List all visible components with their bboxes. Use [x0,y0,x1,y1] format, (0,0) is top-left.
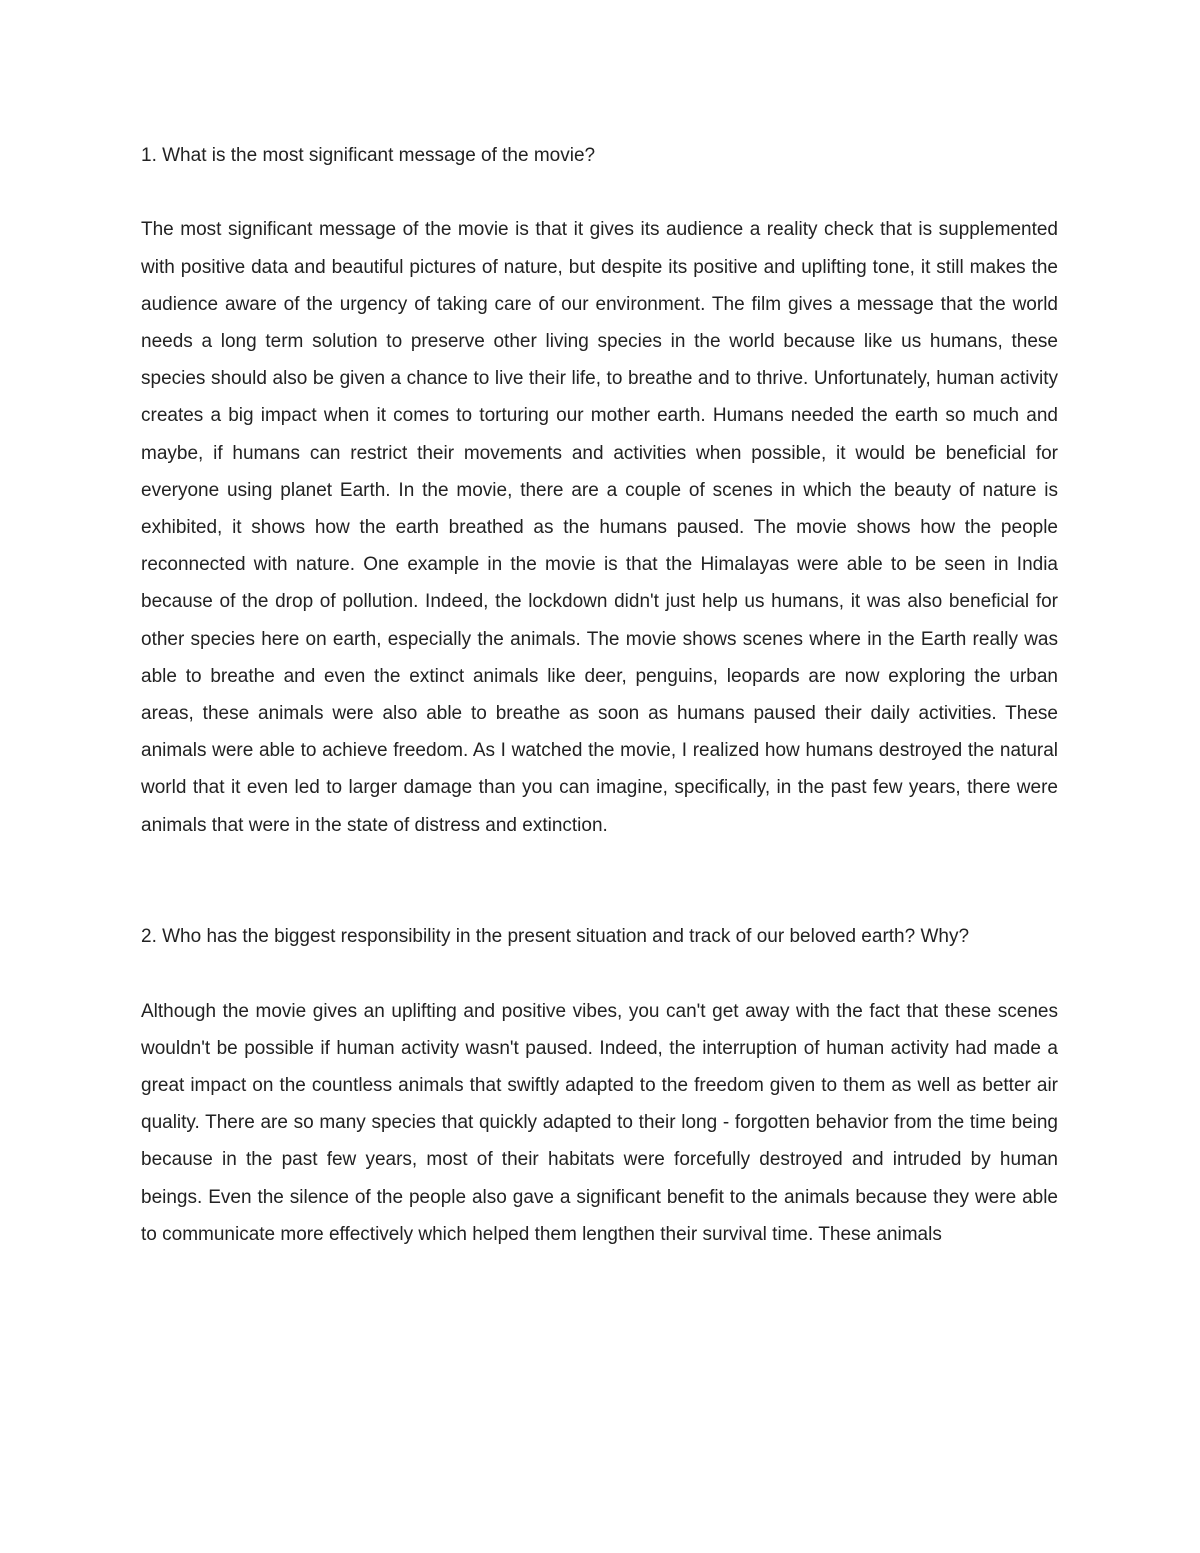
answer-1-paragraph: The most significant message of the movie is that it gives its audience a reality check that is supplemented with positive data and beautiful pictures of nature, but despite its positive and uplifting tone, it still makes the audience aware of the urgency of taking care of our environment. The film gives a message that the world needs a long term solution to preserve other living species in the world because like us humans, these species should also be given a chance to live their life, to breathe and to thrive. Unfortunately, human activity creates a big impact when it comes to torturing our mother earth. Humans needed the earth so much and maybe, if humans can restrict their movements and activities when possible, it would be beneficial for everyone using planet Earth. In the movie, there are a couple of scenes in which the beauty of nature is exhibited, it shows how the earth breathed as the humans paused. The movie shows how the people reconnected with nature. One example in the movie is that the Himalayas were able to be seen in India because of the drop of pollution. Indeed, the lockdown didn't just help us humans, it was also beneficial for other species here on earth, especially the animals. The movie shows scenes where in the Earth really was able to breathe and even the extinct animals like deer, penguins, leopards are now exploring the urban areas, these animals were also able to breathe as soon as humans paused their daily activities. These animals were able to achieve freedom. As I watched the movie, I realized how humans destroyed the natural world that it even led to larger damage than you can imagine, specifically, in the past few years, there were animals that were in the state of distress and extinction. [141,219,1058,836]
question-2: 2. Who has the biggest responsibility in the present situation and track of our beloved earth? Why? [141,926,970,948]
answer-2-paragraph: Although the movie gives an uplifting and positive vibes, you can't get away with the fact that these scenes wouldn't be possible if human activity wasn't paused. Indeed, the interruption of human activity had made a great impact on the countless animals that swiftly adapted to the freedom given to them as well as better air quality. There are so many species that quickly adapted to their long - forgotten behavior from the time being because in the past few years, most of their habitats were forcefully destroyed and intruded by human beings. Even the silence of the people also gave a significant benefit to the animals because they were able to communicate more effectively which helped them lengthen their survival time. These animals [141,1000,1058,1245]
question-1: 1. What is the most significant message of the movie? [141,145,596,166]
document-body [141,137,1058,1253]
